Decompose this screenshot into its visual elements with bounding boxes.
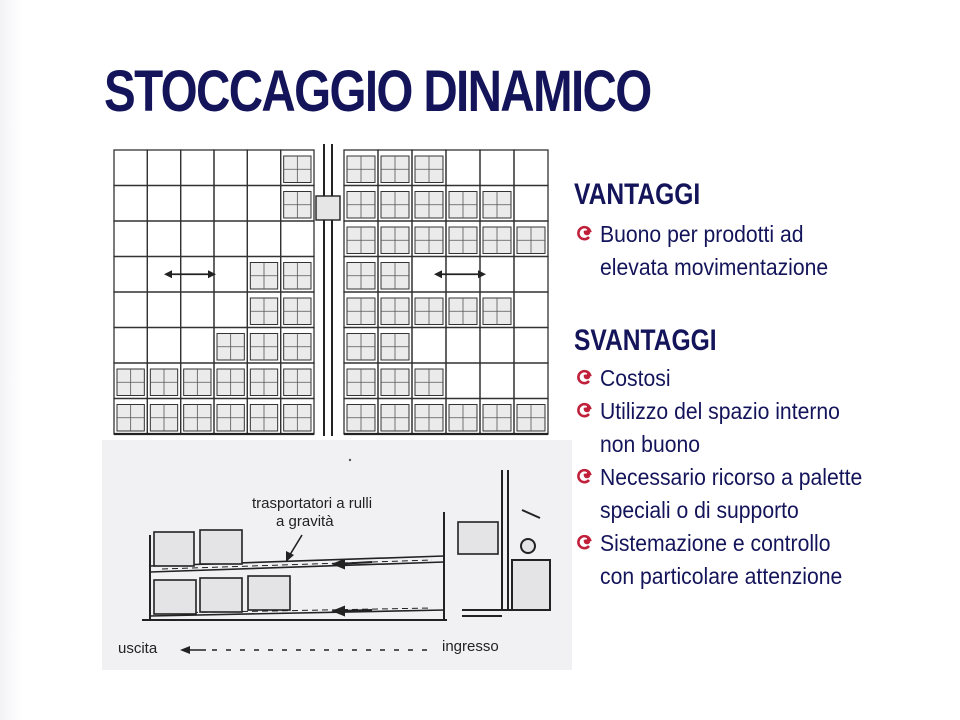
disadvantage-item: [574, 461, 954, 527]
rack-cell: [247, 221, 280, 257]
disadvantage-item: [574, 362, 954, 395]
rack-cell: [181, 328, 214, 364]
rack-cell: [514, 292, 548, 328]
disadvantage-line1: Costosi: [600, 365, 671, 391]
rack-cell: [147, 292, 180, 328]
rack-cell: [181, 292, 214, 328]
spiral-bullet-icon: [576, 223, 594, 243]
rack-cell: [147, 328, 180, 364]
rack-cell: [181, 221, 214, 257]
left-edge-shade: [0, 0, 22, 720]
rack-cell: [181, 186, 214, 222]
rack-cell: [114, 328, 147, 364]
rack-cell: [147, 221, 180, 257]
spiral-bullet-icon: [576, 532, 594, 552]
rack-cell: [446, 150, 480, 186]
rack-cell: [412, 328, 446, 364]
rack-drawing: [108, 140, 558, 438]
rack-cell: [214, 221, 247, 257]
rack-cell: [214, 292, 247, 328]
flow-arrow-head: [478, 270, 486, 278]
rack-diagram: [108, 140, 558, 438]
rack-cell: [147, 150, 180, 186]
rack-cell: [446, 363, 480, 399]
disadvantage-line1: Sistemazione e controllo: [600, 530, 831, 556]
rack-cell: [214, 257, 247, 293]
disadvantage-item: [574, 527, 954, 593]
advantage-item: [574, 218, 954, 284]
rack-cell: [114, 257, 147, 293]
slide-title: STOCCAGGIO DINAMICO: [104, 59, 651, 124]
rack-cell: [446, 328, 480, 364]
conveyor-label-line1: trasportatori a rulli: [252, 495, 373, 512]
rack-cell: [514, 257, 548, 293]
rack-cell: [514, 150, 548, 186]
conveyor-diagram: [102, 440, 572, 670]
spiral-bullet-icon: [576, 367, 594, 387]
advantage-line1: Buono per prodotti ad: [600, 221, 804, 247]
advantages-heading: VANTAGGI: [574, 178, 701, 211]
conveyor-drawing: [102, 440, 572, 670]
disadvantage-line2: con particolare attenzione: [600, 563, 843, 589]
disadvantage-line2: non buono: [600, 431, 701, 457]
flow-arrow-head: [164, 270, 172, 278]
disadvantages-heading: SVANTAGGI: [574, 324, 717, 357]
flow-arrow-head: [208, 270, 216, 278]
rack-cell: [181, 150, 214, 186]
crane-carriage: [316, 196, 340, 220]
spiral-bullet-icon: [576, 400, 594, 420]
exit-label: uscita: [118, 640, 158, 657]
rack-cell: [514, 363, 548, 399]
pros-cons-panel: [574, 178, 954, 593]
rack-cell: [480, 150, 514, 186]
conveyor-label-line2: a gravità: [276, 513, 334, 530]
flow-arrow-head: [434, 270, 442, 278]
disadvantage-item: [574, 395, 954, 461]
spiral-bullet-icon: [576, 466, 594, 486]
rack-cell: [147, 186, 180, 222]
rack-cell: [514, 328, 548, 364]
rack-cell: [114, 186, 147, 222]
disadvantage-line1: Utilizzo del spazio interno: [600, 398, 840, 424]
rack-cell: [114, 150, 147, 186]
rack-cell: [281, 221, 314, 257]
disadvantage-line1: Necessario ricorso a palette: [600, 464, 863, 490]
rack-cell: [114, 292, 147, 328]
rack-cell: [214, 186, 247, 222]
rack-cell: [114, 221, 147, 257]
rack-cell: [214, 150, 247, 186]
rack-cell: [480, 363, 514, 399]
entry-label: ingresso: [442, 638, 499, 655]
advantage-line2: elevata movimentazione: [600, 254, 829, 280]
rack-cell: [247, 150, 280, 186]
rack-cell: [480, 328, 514, 364]
advantages-section: [574, 178, 954, 284]
rack-cell: [514, 186, 548, 222]
rack-cell: [247, 186, 280, 222]
disadvantages-section: [574, 324, 954, 593]
disadvantage-line2: speciali o di supporto: [600, 497, 799, 523]
